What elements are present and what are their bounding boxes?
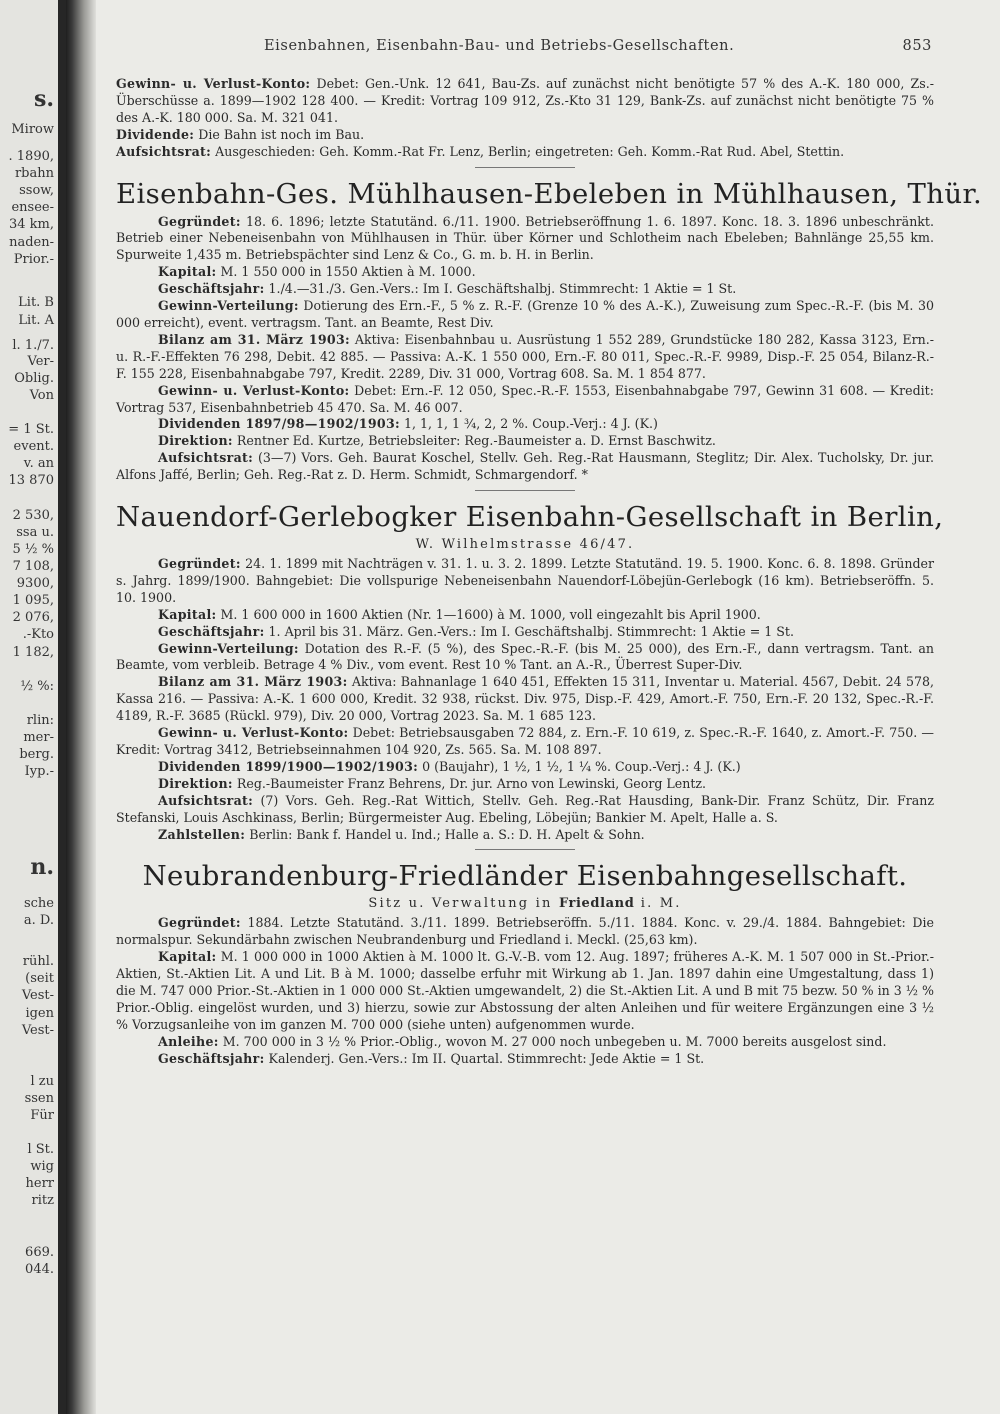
page-header <box>116 38 934 60</box>
margin-fragment: Von <box>29 388 54 403</box>
margin-fragment: Prior.- <box>13 252 54 267</box>
section-preceding-company <box>116 76 934 161</box>
entry-label: Dividenden 1897/98—1902/1903: <box>158 416 400 432</box>
margin-fragment: = 1 St. <box>8 422 54 437</box>
margin-fragment: l. 1./7. <box>12 338 54 353</box>
entry-label: Kapital: <box>158 949 217 965</box>
entry-text: Aktiva: Bahnanlage 1 640 451, Effekten 15 311, Inventar u. Material. 4567, Debit. 24 578, Kassa 216. — Passiva: A.-K. 1 600 000, Kredit. 32 938, rückst. Div. 975, Disp.-F. 429, Amort.-F. 750, Ern.-F. 20 132, Spec.-R.-F. 4189, R.-F. 3685 (Rückl. 979), Div. 20 000, Vortrag 2023. Sa. M. 1 685 123. <box>116 674 934 724</box>
margin-fragment: Ver- <box>27 354 54 369</box>
entry-text: M. 1 550 000 in 1550 Aktien à M. 1000. <box>220 264 476 280</box>
company-title: Eisenbahn-Ges. Mühlhausen-Ebeleben in Mühlhausen, Thür. <box>116 177 983 210</box>
entry-label: Gewinn- u. Verlust-Konto: <box>158 725 349 741</box>
entry-label: Dividenden 1899/1900—1902/1903: <box>158 758 419 774</box>
entry-geschftsjahr <box>116 624 934 641</box>
entry-text: (7) Vors. Geh. Reg.-Rat Wittich, Stellv. Geh. Reg.-Rat Hausding, Bank-Dir. Franz Schütz, Dir. Franz Stefanski, Louis Aschkinass, Berlin; Bürgermeister Aug. Ebeling, Löbejün; Bankier M. Apelt, Halle a. S. <box>116 792 934 825</box>
margin-fragment: herr <box>25 1176 54 1191</box>
margin-fragment: 13 870 <box>8 473 54 488</box>
entry-text: (3—7) Vors. Geh. Baurat Koschel, Stellv. Geh. Reg.-Rat Hausmann, Steglitz; Dir. Alex. Tucholsky, Dr. jur. Alfons Jaffé, Berlin; Geh. Reg.-Rat z. D. Herm. Schmidt, Schmargendorf. * <box>116 450 934 483</box>
margin-fragment: l St. <box>27 1142 54 1157</box>
entry-text: Kalenderj. Gen.-Vers.: Im II. Quartal. Stimmrecht: Jede Aktie = 1 St. <box>268 1050 705 1066</box>
margin-fragment: 34 km, <box>8 217 54 232</box>
entry-dividende: Dividende: Die Bahn ist noch im Bau. <box>116 126 365 142</box>
margin-fragment: 5 ½ % <box>12 542 54 557</box>
margin-fragment: 044. <box>25 1262 54 1277</box>
section-divider <box>475 490 575 491</box>
entry-label: Geschäftsjahr: <box>158 1050 265 1066</box>
entry-text: 24. 1. 1899 mit Nachträgen v. 31. 1. u. 3. 2. 1899. Letzte Statutänd. 19. 5. 1900. Konc. 6. 8. 1898. Gründer s. Jahrg. 1899/1900. Bahngebiet: Die vollspurige Nebeneisenbahn Nauendorf-Löbejün-Gerlebogk (16 km). Betriebseröffn. 5. 10. 1900. <box>116 556 934 605</box>
company-entries <box>116 556 934 843</box>
margin-fragment: rlin: <box>26 713 54 728</box>
margin-fragment: Iyp.- <box>24 764 54 779</box>
entry-aufsichtsrat <box>116 793 934 827</box>
company-entries <box>116 915 934 1067</box>
margin-fragment: Lit. B <box>18 295 54 310</box>
company-seat: Sitz u. Verwaltung in Friedland i. M. <box>368 896 682 912</box>
entry-text: Dotierung des Ern.-F., 5 % z. R.-F. (Grenze 10 % des A.-K.), Zuweisung zum Spec.-R.-F. (bis M. 30 000 erreicht), event. vertragsm. Tant. an Beamte, Rest Div. <box>116 298 934 330</box>
entry-label: Gewinn- u. Verlust-Konto: <box>158 382 350 398</box>
entry-zahlstellen <box>116 827 934 844</box>
margin-fragment: 2 530, <box>12 508 54 523</box>
entry-label: Bilanz am 31. März 1903: <box>158 674 348 690</box>
margin-fragment: ensee- <box>11 200 54 215</box>
margin-fragment: ssow, <box>19 183 54 198</box>
entry-label: Anleihe: <box>158 1033 219 1049</box>
entry-label: Aufsichtsrat: <box>158 450 254 466</box>
entry-label: Geschäftsjahr: <box>158 623 265 639</box>
margin-fragment: event. <box>13 439 54 454</box>
margin-fragment: berg. <box>19 747 54 762</box>
company-title: Neubrandenburg-Friedländer Eisenbahngesellschaft. <box>142 860 908 893</box>
margin-fragment: Vest- <box>21 988 54 1003</box>
margin-fragment: ½ %: <box>20 679 54 694</box>
entry-gegrndet <box>116 556 934 607</box>
entry-gewinn-verteilung <box>116 298 934 332</box>
entry-gegrndet <box>116 915 934 949</box>
book-gutter <box>66 0 96 1414</box>
entry-direktion <box>116 776 934 793</box>
margin-fragment: l zu <box>30 1074 54 1089</box>
entry-text: Aktiva: Eisenbahnbau u. Ausrüstung 1 552 289, Grundstücke 180 282, Kassa 3123, Ern.- u. R.-F.-Effekten 76 298, Debit. 42 885. — Passiva: A.-K. 1 550 000, Ern.-F. 80 011, Spec.-R.-F. 9989, Disp.-F. 25 054, Bilanz-R.-F. 155 228, Eisenbahnabgabe 797, Kredit. 2289, Div. 31 000, Vortrag 608. Sa. M. 1 854 877. <box>116 331 935 381</box>
entry-text: 1./4.—31./3. Gen.-Vers.: Im I. Geschäftshalbj. Stimmrecht: 1 Aktie = 1 St. <box>268 281 737 297</box>
entry-label: Bilanz am 31. März 1903: <box>158 331 350 347</box>
margin-fragment: Lit. A <box>18 313 54 328</box>
entry-aufsichtsrat <box>116 450 934 484</box>
running-title: Eisenbahnen, Eisenbahn-Bau- und Betriebs-Gesellschaften. <box>264 38 735 54</box>
entry-text: M. 1 600 000 in 1600 Aktien (Nr. 1—1600) à M. 1000, voll eingezahlt bis April 1900. <box>220 606 761 622</box>
margin-fragment: naden- <box>9 235 54 250</box>
section-divider <box>475 849 575 850</box>
margin-fragment: 7 108, <box>12 559 54 574</box>
entry-text: M. 700 000 in 3 ½ % Prior.-Oblig., wovon M. 27 000 noch unbegeben u. M. 7000 bereits ausgelost sind. <box>222 1033 887 1049</box>
margin-fragment: 2 076, <box>12 610 54 625</box>
margin-fragment: ssa u. <box>16 525 54 540</box>
entry-label: Gewinn-Verteilung: <box>158 298 299 314</box>
entry-geschftsjahr <box>116 1051 934 1068</box>
entry-label: Gewinn-Verteilung: <box>158 640 299 656</box>
margin-fragment: 1 095, <box>12 593 54 608</box>
margin-fragment: rühl. <box>22 954 54 969</box>
entry-kapital <box>116 607 934 624</box>
margin-fragment: n. <box>30 854 54 880</box>
entry-direktion <box>116 433 934 450</box>
entry-gewinn-verteilung <box>116 641 934 675</box>
margin-fragment: Für <box>30 1108 54 1123</box>
company-address: W. Wilhelmstrasse 46/47. <box>415 537 635 553</box>
entry-text: 1884. Letzte Statutänd. 3./11. 1899. Betriebseröffn. 5./11. 1884. Konc. v. 29./4. 1884. Bahngebiet: Die normalspur. Sekundärbahn zwischen Neubrandenburg und Friedland i. Meckl. (25,63 km). <box>116 915 934 948</box>
entry-gewinn-verlust: Gewinn- u. Verlust-Konto: Debet: Gen.-Unk. 12 641, Bau-Zs. auf zunächst nicht benötigte 57 % des A.-K. 180 000, Zs.-Überschüsse a. 1899—1902 128 400. — Kredit: Vortrag 109 912, Zs.-Kto 31 129, Bank-Zs. auf zunächst nicht benötigte 75 % des A.-K. 180 000. Sa. M. 321 041. <box>116 76 934 125</box>
entry-gegrndet <box>116 214 934 265</box>
margin-fragment: igen <box>25 1006 54 1021</box>
margin-fragment: (seit <box>25 971 54 986</box>
margin-fragment: rbahn <box>14 166 54 181</box>
entry-text: 0 (Baujahr), 1 ½, 1 ½, 1 ¼ %. Coup.-Verj.: 4 J. (K.) <box>422 758 741 774</box>
entry-text: 1. April bis 31. März. Gen.-Vers.: Im I. Geschäftshalbj. Stimmrecht: 1 Aktie = 1 St. <box>268 623 794 639</box>
margin-fragment: Vest- <box>21 1023 54 1038</box>
margin-fragment: 9300, <box>16 576 54 591</box>
entry-label: Gegründet: <box>158 915 241 931</box>
entry-dividenden-1897-98-1902-1903 <box>116 416 934 433</box>
entry-kapital <box>116 949 934 1034</box>
margin-fragment: wig <box>30 1159 54 1174</box>
margin-fragment: Oblig. <box>14 371 54 386</box>
page <box>116 38 983 1068</box>
margin-fragment: v. an <box>23 456 54 471</box>
entry-text: Berlin: Bank f. Handel u. Ind.; Halle a. S.: D. H. Apelt & Sohn. <box>249 826 645 842</box>
company-entries <box>116 214 934 485</box>
entry-text: Rentner Ed. Kurtze, Betriebsleiter: Reg.-Baumeister a. D. Ernst Baschwitz. <box>236 433 716 449</box>
entry-anleihe <box>116 1034 934 1051</box>
margin-fragment: ssen <box>24 1091 54 1106</box>
entry-gewinn-u-verlust-konto <box>116 383 934 417</box>
entry-aufsichtsrat: Aufsichtsrat: Ausgeschieden: Geh. Komm.-Rat Fr. Lenz, Berlin; eingetreten: Geh. Komm.-Rat Rud. Abel, Stettin. <box>116 143 845 159</box>
company-title: Nauendorf-Gerlebogker Eisenbahn-Gesellschaft in Berlin, <box>116 501 944 534</box>
entry-text: Debet: Ern.-F. 12 050, Spec.-R.-F. 1553, Eisenbahnabgabe 797, Gewinn 31 608. — Kredit: Vortrag 537, Eisenbahnbetrieb 45 470. Sa. M. 46 007. <box>116 382 934 415</box>
entry-kapital <box>116 264 934 281</box>
entry-dividenden-1899-1900-1902-1903 <box>116 759 934 776</box>
margin-fragment: mer- <box>23 730 54 745</box>
margin-fragment: .-Kto <box>22 627 54 642</box>
entry-text: Reg.-Baumeister Franz Behrens, Dr. jur. Arno von Lewinski, Georg Lentz. <box>236 775 707 791</box>
entry-text: M. 1 000 000 in 1000 Aktien à M. 1000 lt. G.-V.-B. vom 12. Aug. 1897; früheres A.-K. M. 1 507 000 in St.-Prior.-Aktien, St.-Aktien Lit. A und Lit. B à M. 1000; dasselbe erfuhr mit Wirkung ab 1. Jan. 1897 dahin eine Umgestaltung, dass 1) die M. 747 000 Prior.-St.-Aktien in 1 000 000 St.-Aktien umgewandelt, 2) die St.-Aktien Lit. A und B mit 75 bezw. 50 % in 3 ½ % Prior.-Oblig. eingelöst wurden, und 3) hierzu, sowie zur Abstossung der alten Anleihen und für weitere Ergänzungen eine 3 ½ % Vorzugsanleihe von im ganzen M. 700 000 (siehe unten) aufgenommen wurde. <box>116 949 934 1032</box>
entry-bilanz-am-31-mrz-1903 <box>116 332 934 383</box>
page-number: 853 <box>902 38 932 54</box>
margin-fragment: Mirow <box>11 122 54 137</box>
margin-fragment: ritz <box>31 1193 54 1208</box>
margin-fragment: 669. <box>25 1245 54 1260</box>
entry-label: Gegründet: <box>158 213 241 229</box>
entry-geschftsjahr <box>116 281 934 298</box>
entry-label: Geschäftsjahr: <box>158 281 265 297</box>
margin-fragment: s. <box>33 86 54 112</box>
entry-label: Kapital: <box>158 606 217 622</box>
margin-fragment: sche <box>23 896 54 911</box>
entry-text: Debet: Betriebsausgaben 72 884, z. Ern.-F. 10 619, z. Spec.-R.-F. 1640, z. Amort.-F. 750. — Kredit: Vortrag 3412, Betriebseinnahmen 104 920, Zs. 565. Sa. M. 108 897. <box>116 725 934 757</box>
section-divider <box>475 167 575 168</box>
entry-label: Zahlstellen: <box>158 826 246 842</box>
entry-label: Direktion: <box>158 775 233 791</box>
entry-bilanz-am-31-mrz-1903 <box>116 674 934 725</box>
entry-text: 1, 1, 1, 1 ¾, 2, 2 %. Coup.-Verj.: 4 J. (K.) <box>403 416 658 432</box>
entry-label: Direktion: <box>158 433 233 449</box>
entry-gewinn-u-verlust-konto <box>116 725 934 759</box>
margin-fragment: a. D. <box>23 913 54 928</box>
entry-label: Gegründet: <box>158 556 241 572</box>
entry-label: Kapital: <box>158 264 217 280</box>
entry-label: Aufsichtsrat: <box>158 792 254 808</box>
entry-text: 18. 6. 1896; letzte Statutänd. 6./11. 1900. Betriebseröffnung 1. 6. 1897. Konc. 18. 3. 1896 unbeschränkt. Betrieb einer Nebeneisenbahn von Mühlhausen in Thür. über Körner und Schlotheim nach Ebeleben; Bahnlänge 25,55 km. Spurweite 1,435 m. Betriebspächter sind Lenz & Co., G. m. b. H. in Berlin. <box>116 213 934 263</box>
entry-text: Dotation des R.-F. (5 %), des Spec.-R.-F. (bis M. 25 000), des Ern.-F., dann vertragsm. Tant. an Beamte, vom verbleib. Betrage 4 % Div., vom event. Rest 10 % Tant. an A.-R., Überrest Super-Div. <box>116 640 934 673</box>
margin-fragment: . 1890, <box>8 149 54 164</box>
margin-fragment: 1 182, <box>12 645 54 660</box>
